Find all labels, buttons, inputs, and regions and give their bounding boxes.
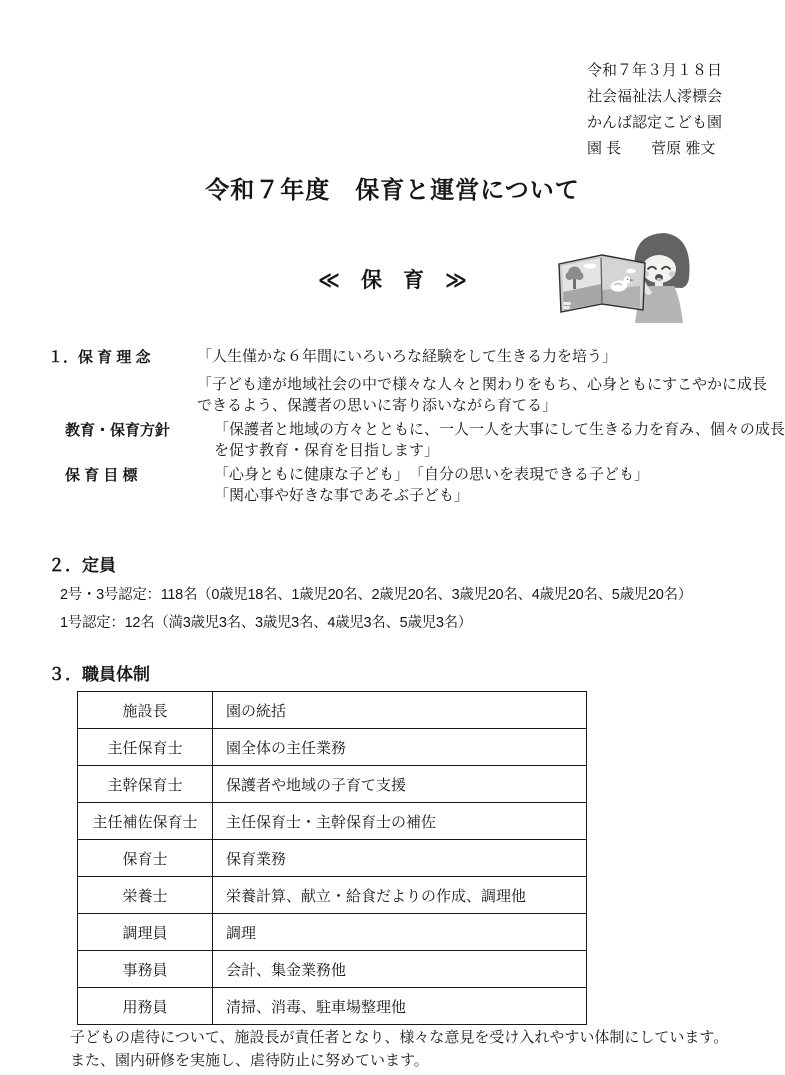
header-director: 園 長 菅原 雅文 <box>587 140 716 157</box>
policy-line: を促す教育・保育を目指します」 <box>214 442 440 459</box>
section-capacity <box>48 556 785 637</box>
table-row <box>78 729 587 766</box>
staff-role: 保育士 <box>78 840 213 877</box>
page-title: 令和７年度 保育と運営について <box>205 177 580 204</box>
staff-role: 用務員 <box>78 988 213 1025</box>
staff-heading: ３．職員体制 <box>48 665 150 684</box>
staff-duty: 保育業務 <box>213 840 587 877</box>
staff-duty: 調理 <box>213 914 587 951</box>
header-organization: 社会福祉法人澪標会 <box>587 88 723 105</box>
capacity-line: 1号認定：12名（満3歳児3名、3歳児3名、4歳児3名、5歳児3名） <box>60 615 473 631</box>
policy-label: 教育・保育方針 <box>65 422 171 439</box>
policy-row <box>48 420 785 462</box>
table-row <box>78 840 587 877</box>
staff-role: 栄養士 <box>78 877 213 914</box>
staff-role: 主任保育士 <box>78 729 213 766</box>
staff-duty: 清掃、消毒、駐車場整理他 <box>213 988 587 1025</box>
table-row <box>78 914 587 951</box>
staff-duty: 栄養計算、献立・給食だよりの作成、調理他 <box>213 877 587 914</box>
staff-duty: 園の統括 <box>213 692 587 729</box>
table-row <box>78 803 587 840</box>
header-facility: かんば認定こども園 <box>587 114 723 131</box>
section-philosophy <box>48 347 785 507</box>
staff-duty: 園全体の主任業務 <box>213 729 587 766</box>
staff-duty: 保護者や地域の子育て支援 <box>213 766 587 803</box>
goal-label: 保 育 目 標 <box>65 467 138 484</box>
table-row <box>78 766 587 803</box>
staff-duty: 会計、集金業務他 <box>213 951 587 988</box>
staff-table <box>77 691 587 1025</box>
note-line: また、園内研修を実施し、虐待防止に努めています。 <box>70 1052 429 1069</box>
table-row <box>78 692 587 729</box>
note-line: 子どもの虐待について、施設長が責任者となり、様々な意見を受け入れやすい体制にしています。 <box>70 1029 729 1046</box>
section-banner: ≪ 保 育 ≫ <box>318 269 467 292</box>
goal-line: 「関心事や好きな事であそぶ子ども」 <box>214 487 470 504</box>
child-reading-picture-book-illustration <box>552 228 702 323</box>
section-staff <box>48 665 785 1025</box>
philosophy-row <box>48 347 785 417</box>
capacity-heading: ２．定員 <box>48 556 116 575</box>
table-row <box>78 988 587 1025</box>
philosophy-label: １．保 育 理 念 <box>48 349 151 366</box>
staff-duty: 主任保育士・主幹保育士の補佐 <box>213 803 587 840</box>
staff-role: 調理員 <box>78 914 213 951</box>
philosophy-line: できるよう、保護者の思いに寄り添いながら育てる」 <box>197 397 558 414</box>
goal-row <box>48 465 785 507</box>
goal-line: 「心身ともに健康な子ども」 「自分の思いを表現できる子ども」 <box>214 466 650 483</box>
staff-role: 主任補佐保育士 <box>78 803 213 840</box>
picture-book-icon <box>552 228 702 323</box>
staff-role: 主幹保育士 <box>78 766 213 803</box>
policy-line: 「保護者と地域の方々とともに、一人一人を大事にして生きる力を育み、個々の成長 <box>214 421 785 438</box>
abuse-prevention-note <box>70 1026 770 1072</box>
philosophy-line: 「人生僅かな６年間にいろいろな経験をして生きる力を培う」 <box>197 348 618 365</box>
table-row <box>78 877 587 914</box>
capacity-line: 2号・3号認定：118名（0歳児18名、1歳児20名、2歳児20名、3歳児20名、4歳児20名、5歳児20名） <box>60 587 692 603</box>
header-date: 令和７年３月１８日 <box>587 62 723 79</box>
table-row <box>78 951 587 988</box>
staff-role: 事務員 <box>78 951 213 988</box>
staff-role: 施設長 <box>78 692 213 729</box>
document-header <box>587 58 722 162</box>
philosophy-line: 「子ども達が地域社会の中で様々な人々と関わりをもち、心身ともにすこやかに成長 <box>197 376 768 393</box>
